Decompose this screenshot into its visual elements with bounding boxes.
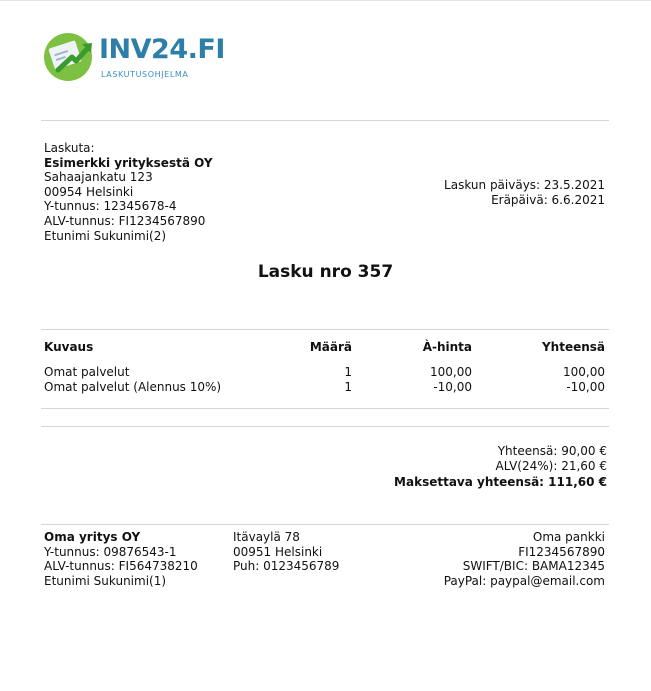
logo-wordmark: INV24.FI bbox=[99, 34, 225, 65]
invoice-date: Laskun päiväys: 23.5.2021 bbox=[444, 178, 605, 192]
header-divider bbox=[41, 120, 609, 121]
totals-block bbox=[394, 444, 607, 490]
row-description: Omat palvelut bbox=[44, 364, 130, 379]
footer-postal: 00951 Helsinki bbox=[233, 544, 323, 559]
footer-company bbox=[44, 530, 198, 588]
row-quantity: 1 bbox=[344, 379, 352, 394]
vat-amount: ALV(24%): 21,60 € bbox=[495, 459, 607, 474]
footer-business-id: Y-tunnus: 09876543-1 bbox=[44, 544, 177, 559]
logo-icon bbox=[42, 30, 96, 84]
row-description: Omat palvelut (Alennus 10%) bbox=[44, 379, 222, 394]
footer-phone: Puh: 0123456789 bbox=[233, 559, 340, 574]
grand-total: Maksettava yhteensä: 111,60 € bbox=[394, 474, 607, 489]
due-date: Eräpäivä: 6.6.2021 bbox=[491, 192, 605, 207]
bill-to-label: Laskuta: bbox=[44, 141, 95, 155]
bill-to-contact: Etunimi Sukunimi(2) bbox=[44, 228, 167, 243]
header-unit-price: À-hinta bbox=[422, 340, 472, 354]
footer-address bbox=[233, 530, 339, 574]
footer-company-name: Oma yritys OY bbox=[44, 530, 141, 544]
header-quantity: Määrä bbox=[309, 340, 352, 354]
footer-vat-id: ALV-tunnus: FI564738210 bbox=[44, 559, 198, 574]
table-row bbox=[44, 357, 605, 379]
footer-bank-name: Oma pankki bbox=[532, 530, 605, 544]
totals-divider bbox=[41, 426, 609, 427]
footer-street: Itävaylä 78 bbox=[233, 530, 300, 544]
row-quantity: 1 bbox=[344, 364, 352, 379]
footer-iban: FI1234567890 bbox=[518, 544, 605, 559]
table-top-divider bbox=[41, 329, 609, 330]
row-unit-price: -10,00 bbox=[433, 379, 472, 394]
invoice-title: Lasku nro 357 bbox=[257, 262, 394, 282]
footer-contact: Etunimi Sukunimi(1) bbox=[44, 573, 167, 588]
invoice-dates bbox=[444, 178, 605, 207]
top-border bbox=[0, 0, 651, 1]
table-bottom-divider bbox=[41, 408, 609, 409]
footer-swift: SWIFT/BIC: BAMA12345 bbox=[462, 559, 605, 574]
footer-paypal: PayPal: paypal@email.com bbox=[443, 573, 605, 588]
header-total: Yhteensä bbox=[541, 340, 605, 354]
bill-to-vat-id: ALV-tunnus: FI1234567890 bbox=[44, 213, 206, 228]
bill-to-postal: 00954 Helsinki bbox=[44, 184, 134, 199]
bill-to-business-id: Y-tunnus: 12345678-4 bbox=[44, 199, 177, 214]
bill-to-block bbox=[44, 141, 213, 243]
footer-divider bbox=[41, 524, 609, 525]
row-total: -10,00 bbox=[566, 379, 605, 394]
logo-tagline: LASKUTUSOHJELMA bbox=[101, 70, 189, 79]
footer-bank bbox=[444, 530, 605, 588]
header-description: Kuvaus bbox=[44, 340, 94, 354]
table-header-row bbox=[44, 340, 605, 357]
bill-to-company: Esimerkki yrityksestä OY bbox=[44, 155, 213, 170]
line-items-table bbox=[44, 340, 605, 394]
table-row bbox=[44, 379, 605, 394]
row-total: 100,00 bbox=[563, 364, 605, 379]
company-logo bbox=[42, 30, 225, 84]
row-unit-price: 100,00 bbox=[430, 364, 472, 379]
bill-to-street: Sahaajankatu 123 bbox=[44, 170, 153, 185]
subtotal: Yhteensä: 90,00 € bbox=[497, 444, 607, 458]
